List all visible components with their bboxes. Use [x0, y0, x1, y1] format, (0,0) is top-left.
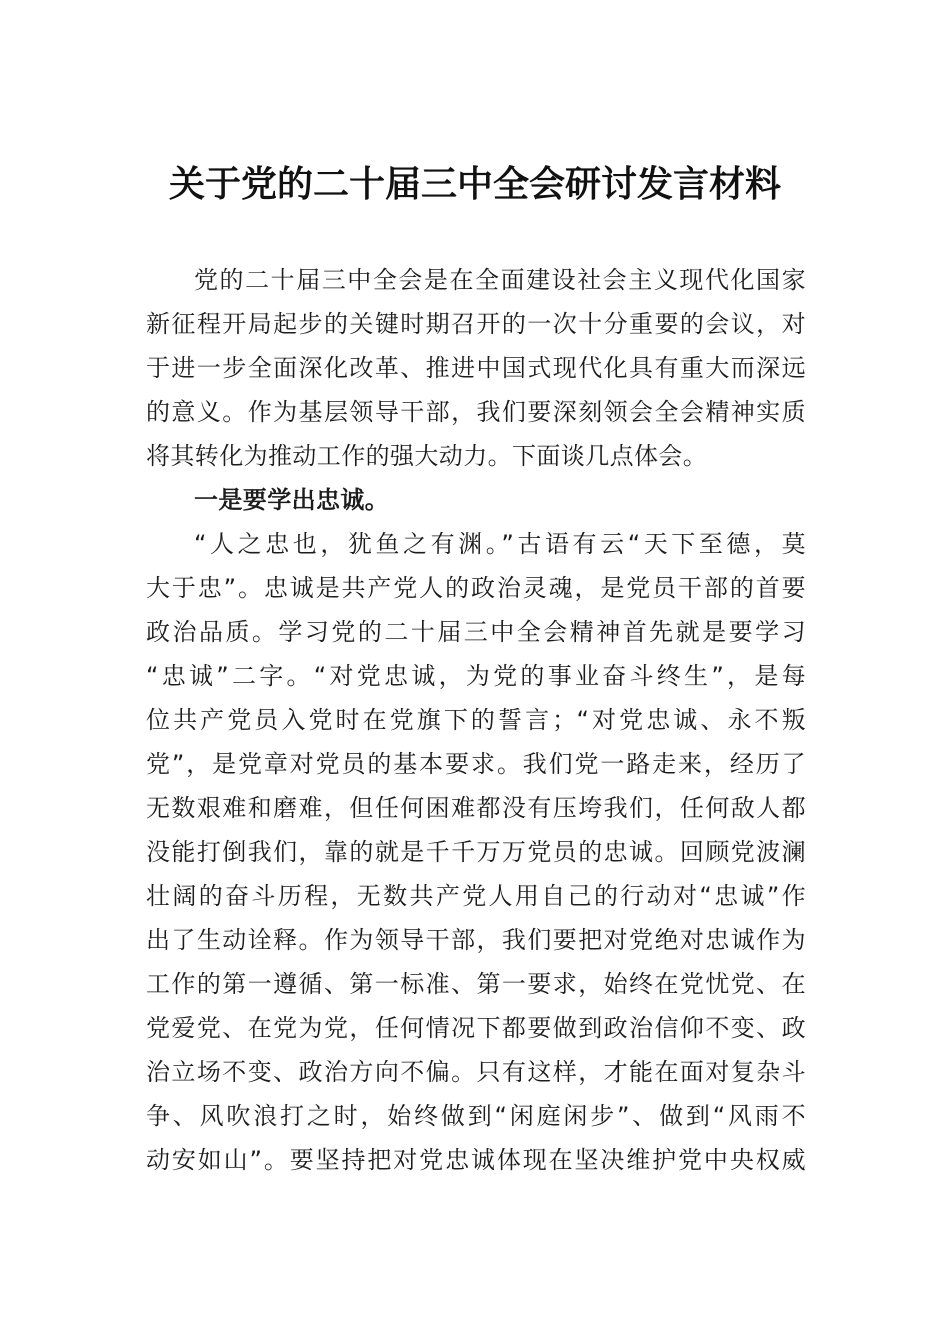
section-heading: 一是要学出忠诚。	[194, 486, 390, 514]
paragraph-line: 动安如山”。要坚持把对党忠诚体现在坚决维护党中央权威	[146, 1146, 806, 1174]
paragraph-line: 争、风吹浪打之时，始终做到“闲庭闲步”、做到“风雨不	[146, 1102, 806, 1130]
paragraph-line: 壮阔的奋斗历程，无数共产党人用自己的行动对“忠诚”作	[146, 882, 806, 910]
paragraph-line: 政治品质。学习党的二十届三中全会精神首先就是要学习	[146, 618, 806, 646]
paragraph-line: 出了生动诠释。作为领导干部，我们要把对党绝对忠诚作为	[146, 926, 806, 954]
paragraph-line: 没能打倒我们，靠的就是千千万万党员的忠诚。回顾党波澜	[146, 838, 806, 866]
paragraph-line: “人之忠也，犹鱼之有渊。”古语有云“天下至德，莫	[194, 530, 806, 558]
paragraph-line: 位共产党员入党时在党旗下的誓言；“对党忠诚、永不叛	[146, 706, 806, 734]
document-title: 关于党的二十届三中全会研讨发言材料	[168, 163, 781, 205]
paragraph-line: 党爱党、在党为党，任何情况下都要做到政治信仰不变、政	[146, 1014, 806, 1042]
paragraph-line: 治立场不变、政治方向不偏。只有这样，才能在面对复杂斗	[146, 1058, 806, 1086]
paragraph-line: 将其转化为推动工作的强大动力。下面谈几点体会。	[146, 442, 708, 470]
paragraph-line: 的意义。作为基层领导干部，我们要深刻领会全会精神实质	[146, 398, 806, 426]
paragraph-line: 党”，是党章对党员的基本要求。我们党一路走来，经历了	[146, 750, 806, 778]
paragraph-line: 大于忠”。忠诚是共产党人的政治灵魂，是党员干部的首要	[146, 574, 806, 602]
paragraph-line: 于进一步全面深化改革、推进中国式现代化具有重大而深远	[146, 354, 806, 382]
paragraph-line: 工作的第一遵循、第一标准、第一要求，始终在党忧党、在	[146, 970, 806, 998]
paragraph-line: 党的二十届三中全会是在全面建设社会主义现代化国家	[194, 266, 806, 294]
paragraph-line: 无数艰难和磨难，但任何困难都没有压垮我们，任何敌人都	[146, 794, 806, 822]
paragraph-line: “忠诚”二字。“对党忠诚，为党的事业奋斗终生”，是每	[146, 662, 806, 690]
paragraph-line: 新征程开局起步的关键时期召开的一次十分重要的会议，对	[146, 310, 806, 338]
